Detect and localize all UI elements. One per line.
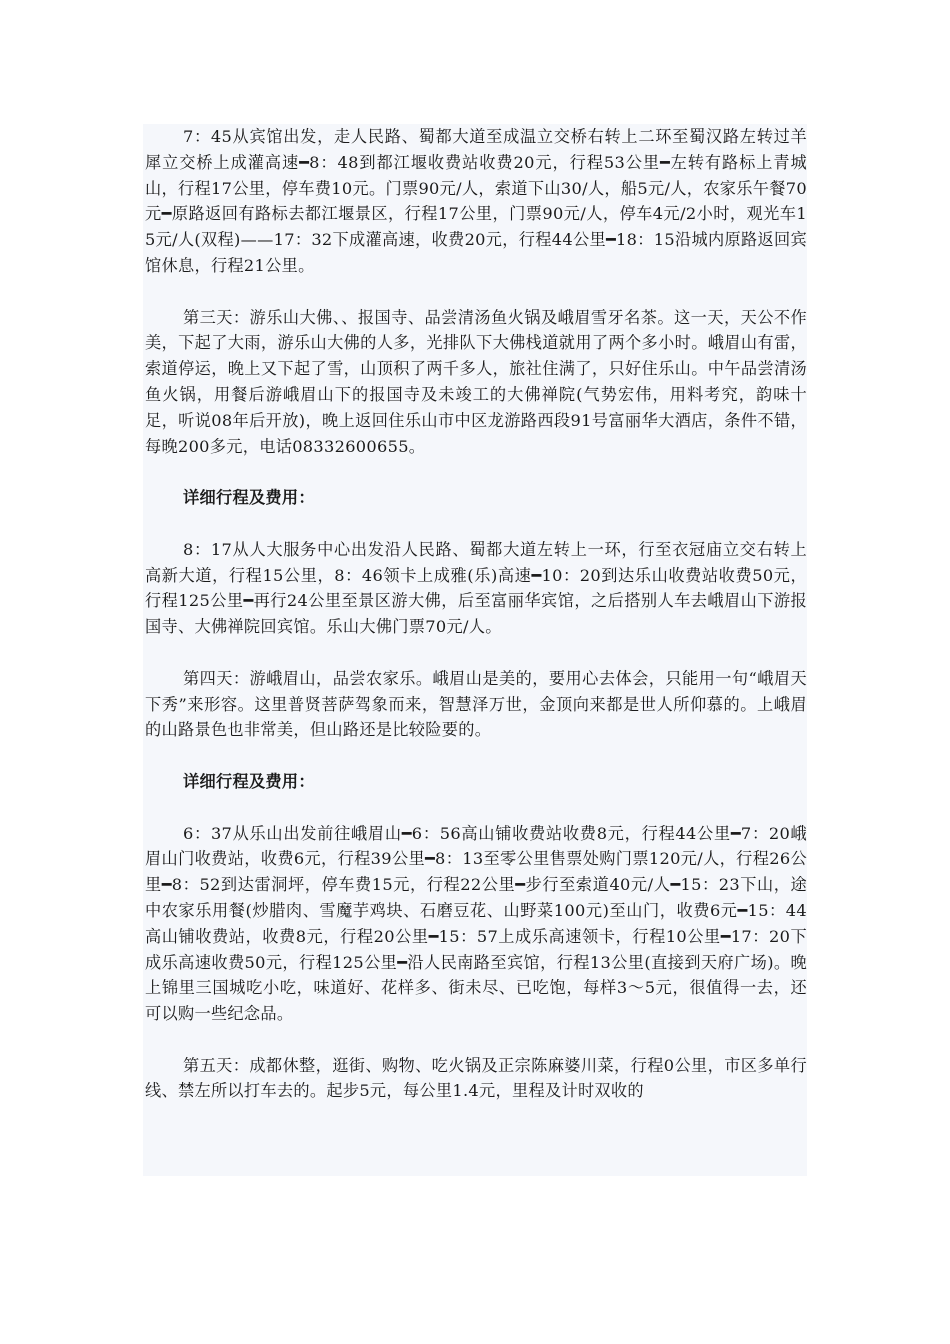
paragraph-day4-intro: 第四天：游峨眉山，品尝农家乐。峨眉山是美的，要用心去体会，只能用一句“峨眉天下秀”来形容。这里普贤菩萨驾象而来，智慧泽万世，金顶向来都是世人所仰慕的。上峨眉的山路景色也非常美，但山路还是比较险要的。 [145, 668, 807, 740]
paragraph-spacer [145, 743, 807, 769]
paragraph-spacer [145, 640, 807, 666]
text-block [143, 124, 807, 1176]
paragraph-spacer [145, 511, 807, 537]
paragraph-day3-intro: 第三天：游乐山大佛、、报国寺、品尝清汤鱼火锅及峨眉雪牙名茶。这一天，天公不作美，下起了大雨，游乐山大佛的人多，光排队下大佛栈道就用了两个多小时。峨眉山有雷，索道停运，晚上又下起了雪，山顶积了两千多人，旅社住满了，只好住乐山。中午品尝清汤鱼火锅，用餐后游峨眉山下的报国寺及未竣工的大佛禅院(气势宏伟，用料考究，韵味十足，听说08年后开放)，晚上返回住乐山市中区龙游路西段91号富丽华大酒店，条件不错，每晚200多元，电话08332600655。 [145, 307, 807, 456]
section-heading-day4-details: 详细行程及费用： [183, 771, 315, 791]
section-heading-day3-details: 详细行程及费用： [183, 488, 315, 508]
paragraph-day5-intro: 第五天：成都休整，逛街、购物、吃火锅及正宗陈麻婆川菜，行程0公里，市区多单行线、禁左所以打车去的。起步5元，每公里1.4元，里程及计时双收的 [145, 1055, 807, 1101]
paragraph-day4-itinerary: 6：37从乐山出发前往峨眉山━6：56高山铺收费站收费8元，行程44公里━7：20峨眉山门收费站，收费6元，行程39公里━8：13至零公里售票处购门票120元/人，行程26公里━8：52到达雷洞坪，停车费15元，行程22公里━步行至索道40元/人━15：23下山，途中农家乐用餐(炒腊肉、雪魔芋鸡块、石磨豆花、山野菜100元)至山门，收费6元━15：44高山铺收费站，收费8元，行程20公里━15：57上成乐高速领卡，行程10公里━17：20下成乐高速收费50元，行程125公里━沿人民南路至宾馆，行程13公里(直接到天府广场)。晚上锦里三国城吃小吃，味道好、花样多、街未尽、已吃饱，每样3～5元，很值得一去，还可以购一些纪念品。 [145, 823, 807, 1024]
paragraph-spacer [145, 795, 807, 821]
paragraph-day3-itinerary: 8：17从人大服务中心出发沿人民路、蜀都大道左转上一环，行至衣冠庙立交右转上高新大道，行程15公里，8：46领卡上成雅(乐)高速━10：20到达乐山收费站收费50元，行程125公里━再行24公里至景区游大佛，后至富丽华宾馆，之后搭别人车去峨眉山下游报国寺、大佛禅院回宾馆。乐山大佛门票70元/人。 [145, 539, 807, 637]
paragraph-spacer [145, 459, 807, 485]
paragraph-spacer [145, 1027, 807, 1053]
paragraph-spacer [145, 279, 807, 305]
paragraph-day2-itinerary: 7：45从宾馆出发，走人民路、蜀都大道至成温立交桥右转上二环至蜀汉路左转过羊犀立交桥上成灌高速━8：48到都江堰收费站收费20元，行程53公里━左转有路标上青城山，行程17公里，停车费10元。门票90元/人，索道下山30/人，船5元/人，农家乐午餐70元━原路返回有路标去都江堰景区，行程17公里，门票90元/人，停车4元/2小时，观光车15元/人(双程)——17：32下成灌高速，收费20元，行程44公里━18：15沿城内原路返回宾馆休息，行程21公里。 [145, 127, 807, 275]
